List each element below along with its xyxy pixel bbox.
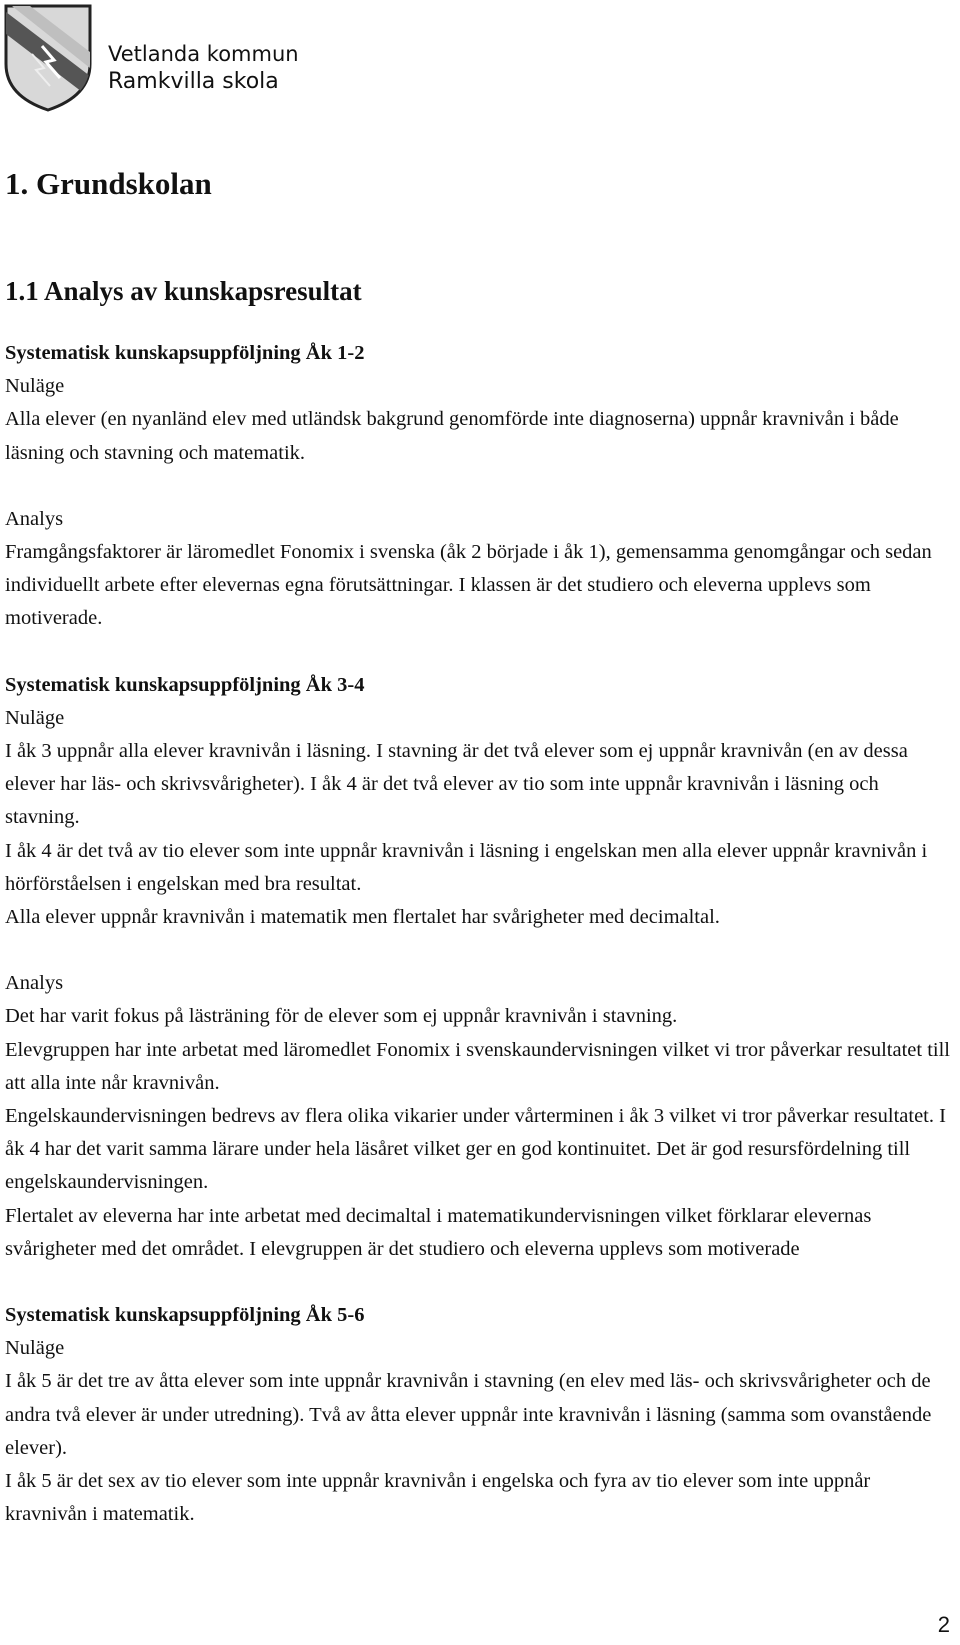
heading-grundskolan: 1. Grundskolan xyxy=(5,166,212,201)
letterhead xyxy=(0,0,400,115)
section-title: Systematisk kunskapsuppföljning Åk 5-6 xyxy=(5,1304,365,1327)
organization-name xyxy=(108,42,299,96)
paragraph: Det har varit fokus på lästräning för de elever som ej uppnår kravnivån i stavning. xyxy=(5,1005,678,1028)
paragraph: I åk 4 är det två av tio elever som inte uppnår kravnivån i läsning i engelskan men alla elever uppnår kravnivån i hörförståelsen i engelskan med bra resultat. xyxy=(5,839,928,895)
section-ak-3-4-analysis xyxy=(5,967,950,1266)
paragraph: Engelskaundervisningen bedrevs av flera olika vikarier under vårterminen i åk 3 vilket vi tror påverkar resultatet. I åk 4 har det varit samma lärare under hela läsåret vilket ger en god kontinuitet. Det är god resursfördelning till engelskaundervisningen. xyxy=(5,1105,946,1194)
analysis-label: Analys xyxy=(5,972,64,995)
paragraph: I åk 5 är det tre av åtta elever som inte uppnår kravnivån i stavning (en elev med läs- och skrivsvårigheter och de andra två elever är under utredning). Två av åtta elever uppnår inte kravnivån i läsning (samma som ovanstående elever). xyxy=(5,1370,932,1459)
status-label: Nuläge xyxy=(5,375,65,398)
municipal-crest-logo xyxy=(2,2,94,114)
paragraph: Elevgruppen har inte arbetat med läromedlet Fonomix i svenskaundervisningen vilket vi tror påverkar resultatet till att alla inte når kravnivån. xyxy=(5,1038,951,1094)
section-title: Systematisk kunskapsuppföljning Åk 1-2 xyxy=(5,342,365,364)
analysis-label: Analys xyxy=(5,507,64,530)
paragraph: Alla elever (en nyanländ elev med utländsk bakgrund genomförde inte diagnoserna) uppnår kravnivån i både läsning och stavning och matematik. xyxy=(5,408,899,464)
section-title: Systematisk kunskapsuppföljning Åk 3-4 xyxy=(5,673,365,696)
status-label: Nuläge xyxy=(5,706,65,729)
paragraph: Alla elever uppnår kravnivån i matematik men flertalet har svårigheter med decimaltal. xyxy=(5,906,720,929)
document-body xyxy=(5,337,950,1565)
paragraph: I åk 3 uppnår alla elever kravnivån i läsning. I stavning är det två elever som ej uppnår kravnivån (en av dessa elever har läs- och skrivsvårigheter). I åk 4 är det två elever av tio som inte uppnår kravnivån i läsning och stavning. xyxy=(5,740,908,829)
paragraph: Flertalet av eleverna har inte arbetat med decimaltal i matematikundervisningen vilket förklarar elevernas svårigheter med det området. I elevgruppen är det studiero och eleverna upplevs som motiverade xyxy=(5,1204,872,1260)
page-number: 2 xyxy=(937,1612,950,1637)
section-ak-1-2-analysis xyxy=(5,503,950,636)
paragraph: I åk 5 är det sex av tio elever som inte uppnår kravnivån i engelska och fyra av tio elever som inte uppnår kravnivån i matematik. xyxy=(5,1470,871,1526)
school-name: Ramkvilla skola xyxy=(108,69,279,95)
section-ak-3-4 xyxy=(5,669,950,935)
section-ak-1-2 xyxy=(5,337,950,470)
paragraph: Framgångsfaktorer är läromedlet Fonomix i svenska (åk 2 började i åk 1), gemensamma genomgångar och sedan individuellt arbete efter elevernas egna förutsättningar. I klassen är det studiero och eleverna upplevs som motiverade. xyxy=(5,541,932,630)
section-ak-5-6 xyxy=(5,1299,950,1531)
status-label: Nuläge xyxy=(5,1337,65,1360)
heading-analys: 1.1 Analys av kunskapsresultat xyxy=(5,276,362,306)
municipality-name: Vetlanda kommun xyxy=(108,42,299,66)
